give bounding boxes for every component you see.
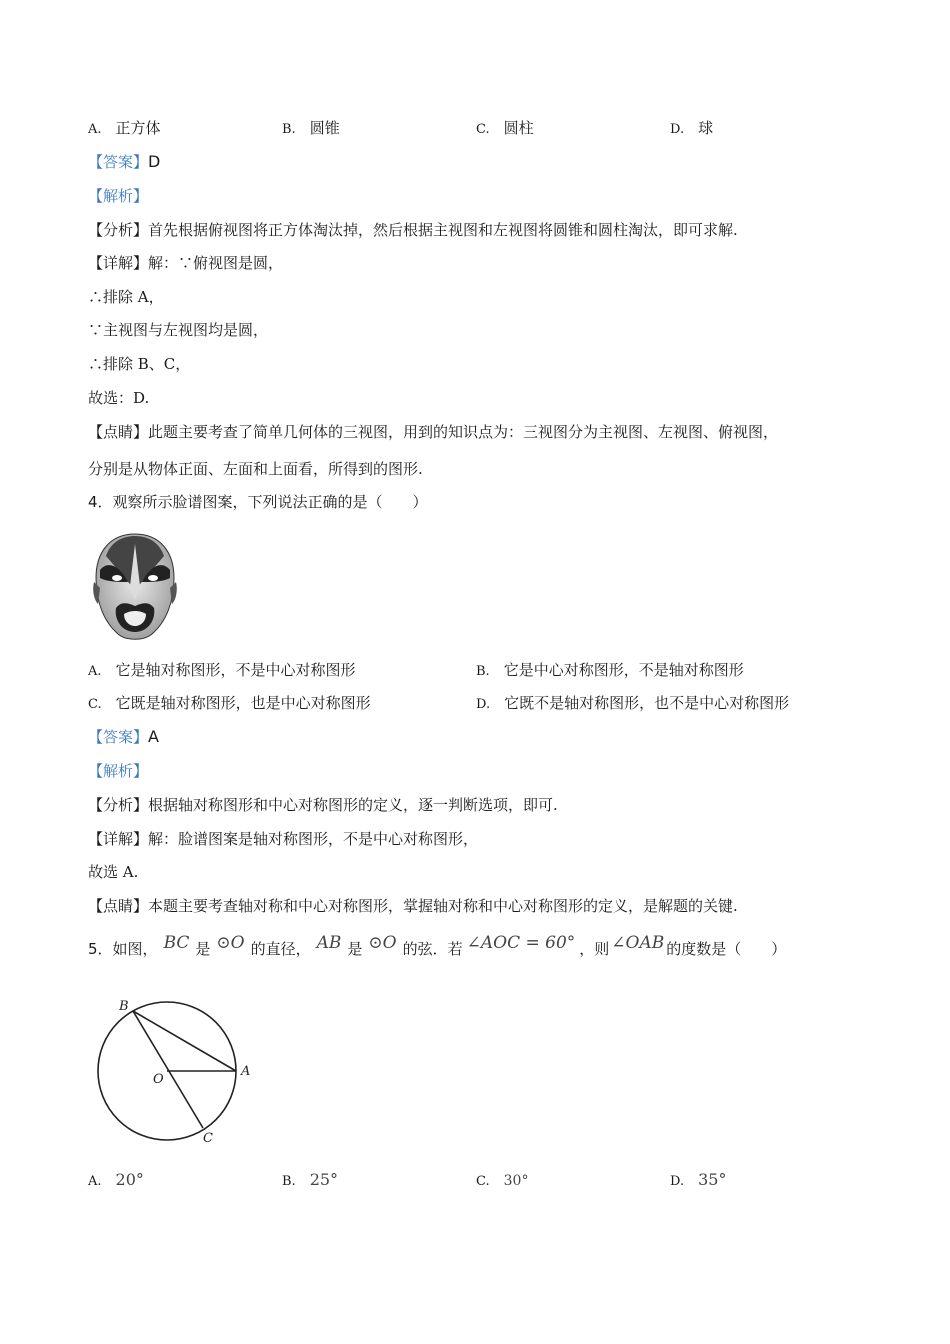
question-number: 4 xyxy=(88,493,98,511)
option-text: 圆柱 xyxy=(503,119,534,137)
question-text: ．观察所示脸谱图案，下列说法正确的是（ ） xyxy=(97,493,428,511)
circle-diagram xyxy=(95,995,265,1150)
q4-analysis-tag: 【解析】 xyxy=(88,762,149,780)
q5-option-a xyxy=(88,1170,144,1192)
q4-stem xyxy=(88,492,428,512)
answer-tag: 【答案】 xyxy=(88,728,149,746)
opera-mask-image xyxy=(90,530,180,648)
label-b: B xyxy=(119,999,129,1014)
q4-option-c xyxy=(88,693,371,715)
q4-line-4: 【点睛】本题主要考查轴对称和中心对称图形，掌握轴对称和中心对称图形的定义，是解题的关键. xyxy=(88,897,738,915)
option-letter: B. xyxy=(476,664,490,679)
q3-line-6: 故选：D. xyxy=(88,389,150,407)
stem-text: ．如图， xyxy=(97,940,158,958)
option-letter: C. xyxy=(88,697,102,712)
option-text: 球 xyxy=(698,119,714,137)
q3-line-2: 【详解】解：∵俯视图是圆， xyxy=(88,254,284,272)
option-text: 35° xyxy=(698,1170,727,1189)
option-letter: D. xyxy=(670,1174,685,1189)
label-c: C xyxy=(203,1131,213,1146)
chord-ab xyxy=(133,1011,236,1071)
question-number: 5 xyxy=(88,940,98,958)
q3-line-4: ∵主视图与左视图均是圆， xyxy=(88,321,269,339)
option-letter: A. xyxy=(88,664,102,679)
option-letter: D. xyxy=(670,122,685,137)
stem-text: 是 xyxy=(347,940,363,958)
q3-line-8: 分别是从物体正面、左面和上面看，所得到的图形. xyxy=(88,460,423,478)
math-bc: BC xyxy=(163,933,190,953)
q4-line-2: 【详解】解：脸谱图案是轴对称图形，不是中心对称图形， xyxy=(88,830,479,848)
q3-line-7: 【点睛】此题主要考查了简单几何体的三视图，用到的知识点为：三视图分为主视图、左视图、俯视图， xyxy=(88,423,779,441)
stem-text: 是 xyxy=(195,940,211,958)
q4-line-1: 【分析】根据轴对称图形和中心对称图形的定义，逐一判断选项，即可. xyxy=(88,796,558,814)
math-ab: AB xyxy=(316,933,342,953)
q4-option-d xyxy=(476,693,789,715)
q4-line-3: 故选 A. xyxy=(88,863,139,881)
stem-text: 的度数是（ ） xyxy=(666,940,787,958)
q4-option-b xyxy=(476,660,744,682)
option-text: 25° xyxy=(309,1170,339,1189)
stem-text: ，则 xyxy=(579,940,610,958)
option-text: 它是中心对称图形，不是轴对称图形 xyxy=(503,661,744,679)
q4-answer xyxy=(88,727,159,747)
option-text: 它既不是轴对称图形，也不是中心对称图形 xyxy=(504,694,790,712)
q3-analysis-tag: 【解析】 xyxy=(88,187,149,205)
label-o: O xyxy=(153,1072,164,1087)
option-text: 正方体 xyxy=(115,119,161,137)
q5-option-d xyxy=(670,1170,726,1192)
stem-text: 的直径， xyxy=(250,940,311,958)
answer-value: D xyxy=(148,152,161,171)
q5-option-c xyxy=(476,1170,528,1192)
label-a: A xyxy=(241,1064,251,1079)
option-letter: A. xyxy=(88,1174,102,1189)
option-letter: C. xyxy=(476,122,490,137)
answer-value: A xyxy=(148,727,159,746)
option-letter: D. xyxy=(476,697,491,712)
q5-option-b xyxy=(282,1170,338,1192)
option-text: 20° xyxy=(115,1170,144,1189)
diameter-bc xyxy=(133,1011,203,1128)
q3-line-1: 【分析】首先根据俯视图将正方体淘汰掉，然后根据主视图和左视图将圆锥和圆柱淘汰，即可求解. xyxy=(88,221,738,239)
q3-option-c xyxy=(476,118,534,140)
option-letter: A. xyxy=(88,122,102,137)
q3-answer xyxy=(88,152,160,172)
option-letter: B. xyxy=(282,122,296,137)
option-letter: C. xyxy=(476,1174,490,1189)
option-text: 30° xyxy=(503,1173,529,1189)
math-angle-oab: ∠OAB xyxy=(611,933,665,953)
stem-text: 的弦．若 xyxy=(402,940,463,958)
option-text: 圆锥 xyxy=(309,119,340,137)
q3-option-d xyxy=(670,118,713,140)
math-angle-aoc: ∠AOC = 60° xyxy=(466,933,576,953)
math-circle-o: ⊙O xyxy=(368,933,397,953)
answer-tag: 【答案】 xyxy=(88,153,149,171)
math-circle-o: ⊙O xyxy=(216,933,245,953)
q3-line-3: ∴排除 A， xyxy=(88,288,164,306)
option-text: 它是轴对称图形，不是中心对称图形 xyxy=(115,661,356,679)
q3-option-b xyxy=(282,118,340,140)
q4-option-a xyxy=(88,660,356,682)
q3-line-5: ∴排除 B、C， xyxy=(88,355,191,373)
option-text: 它既是轴对称图形，也是中心对称图形 xyxy=(115,694,371,712)
q5-stem xyxy=(88,934,786,964)
option-letter: B. xyxy=(282,1174,296,1189)
q3-option-a xyxy=(88,118,161,140)
